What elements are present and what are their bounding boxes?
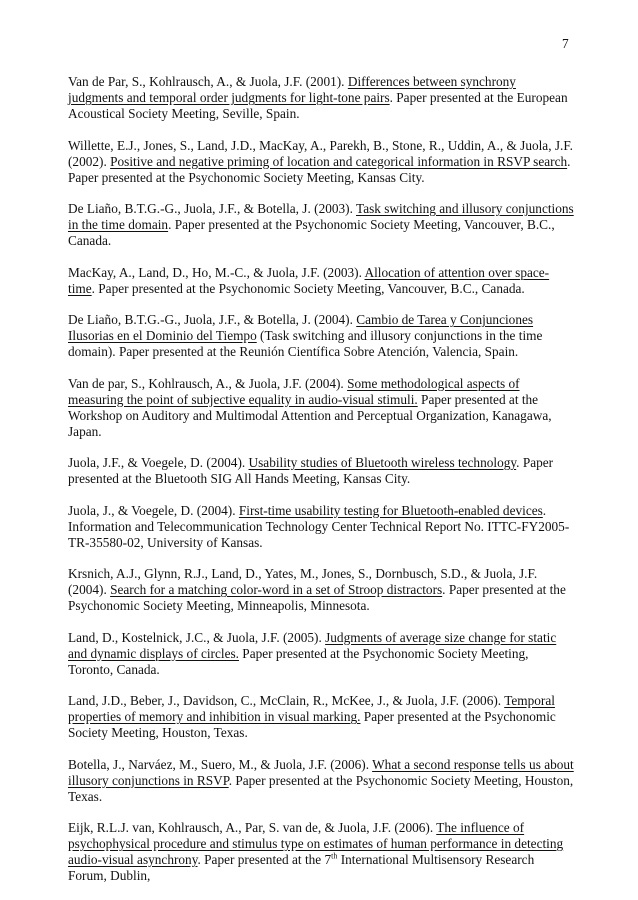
reference-title: What a second response tells us about illusory conjunctions in RSVP (68, 756, 574, 788)
reference-venue: . Paper presented at the Bluetooth SIG All Hands Meeting, Kansas City. (68, 455, 554, 486)
reference-item (68, 693, 574, 741)
reference-item (68, 74, 574, 122)
reference-venue: . Paper presented at the 7 (197, 852, 332, 867)
reference-venue: (Task switching and illusory conjunctions in the time domain). Paper presented at the Reunión Científica Sobre Atención, Valencia, Spain. (68, 328, 543, 359)
reference-title: Temporal properties of memory and inhibition in visual marking. (68, 693, 555, 724)
reference-venue: Paper presented at the Psychonomic Society Meeting, Houston, Texas. (68, 709, 556, 740)
reference-authors: Land, D., Kostelnick, J.C., & Juola, J.F. (2005). (68, 629, 326, 645)
reference-item (68, 820, 574, 884)
reference-title: Allocation of attention over space-time (68, 264, 550, 296)
reference-title: Task switching and illusory conjunctions in the time domain (68, 201, 574, 232)
reference-item (68, 201, 574, 249)
reference-authors: De Liaño, B.T.G.-G., Juola, J.F., & Botella, J. (2004). (68, 312, 357, 327)
reference-venue: . Paper presented at the Psychonomic Society Meeting, Kansas City. (68, 153, 571, 185)
reference-title: Usability studies of Bluetooth wireless technology (248, 455, 517, 470)
reference-item (68, 455, 574, 487)
reference-authors: Juola, J., & Voegele, D. (2004). (68, 502, 239, 518)
reference-authors: Willette, E.J., Jones, S., Land, J.D., MacKay, A., Parekh, B., Stone, R., Uddin, A., & Juola, J.F. (2002). (68, 137, 574, 169)
reference-authors: Krsnich, A.J., Glynn, R.J., Land, D., Yates, M., Jones, S., Dornbusch, S.D., & Juola, J.F. (2004). (68, 566, 538, 597)
reference-venue: . Information and Telecommunication Technology Center Technical Report No. ITTC-FY2005-TR-35580-02, University of Kansas. (68, 502, 570, 550)
reference-authors: Van de Par, S., Kohlrausch, A., & Juola, J.F. (2001). (68, 74, 348, 89)
reference-venue: . Paper presented at the European Acoustical Society Meeting, Seville, Spain. (68, 90, 568, 121)
reference-title: Positive and negative priming of location and categorical information in RSVP search (110, 153, 568, 169)
reference-venue: Paper presented at the Workshop on Auditory and Multimodal Attention and Perceptual Organization, Kanagawa, Japan. (68, 391, 552, 439)
reference-authors: Eijk, R.L.J. van, Kohlrausch, A., Par, S. van de, & Juola, J.F. (2006). (68, 820, 437, 835)
reference-list (68, 74, 574, 900)
reference-venue: . Paper presented at the Psychonomic Society Meeting, Vancouver, B.C., Canada. (68, 217, 555, 248)
page-number: 7 (562, 36, 569, 51)
reference-title: Judgments of average size change for static and dynamic displays of circles. (68, 629, 557, 661)
reference-authors: De Liaño, B.T.G.-G., Juola, J.F., & Botella, J. (2003). (68, 201, 356, 216)
reference-title: The influence of psychophysical procedure and stimulus type on estimates of human performance in detecting audio-visual asynchrony (68, 820, 564, 867)
reference-title: Cambio de Tarea y Conjunciones Ilusorias en el Dominio del Tiempo (68, 312, 534, 343)
reference-venue: Paper presented at the Psychonomic Society Meeting, Toronto, Canada. (68, 645, 529, 677)
reference-item (68, 757, 574, 805)
reference-venue-continued: International Multisensory Research Forum, Dublin, (68, 852, 535, 883)
reference-item (68, 265, 574, 297)
reference-title: Some methodological aspects of measuring the point of subjective equality in audio-visual stimuli. (68, 375, 520, 407)
reference-item (68, 630, 574, 678)
reference-item (68, 376, 574, 440)
ordinal-superscript: th (331, 851, 338, 861)
reference-venue: . Paper presented at the Psychonomic Society Meeting, Vancouver, B.C., Canada. (91, 280, 525, 296)
reference-item (68, 138, 574, 186)
reference-venue: . Paper presented at the Psychonomic Society Meeting, Minneapolis, Minnesota. (68, 582, 566, 613)
reference-title: First-time usability testing for Bluetooth-enabled devices (238, 502, 543, 518)
reference-item (68, 566, 574, 614)
reference-item (68, 312, 574, 360)
reference-title: Differences between synchrony judgments and temporal order judgments for light-tone pairs (68, 74, 516, 105)
reference-title: Search for a matching color-word in a set of Stroop distractors (110, 582, 443, 597)
reference-authors: MacKay, A., Land, D., Ho, M.-C., & Juola, J.F. (2003). (68, 264, 365, 280)
reference-authors: Botella, J., Narváez, M., Suero, M., & Juola, J.F. (2006). (68, 756, 373, 772)
reference-venue: . Paper presented at the Psychonomic Society Meeting, Houston, Texas. (68, 772, 574, 804)
reference-authors: Van de par, S., Kohlrausch, A., & Juola, J.F. (2004). (68, 375, 348, 391)
reference-authors: Juola, J.F., & Voegele, D. (2004). (68, 455, 249, 470)
reference-item (68, 503, 574, 551)
reference-authors: Land, J.D., Beber, J., Davidson, C., McClain, R., McKee, J., & Juola, J.F. (2006). (68, 693, 505, 708)
